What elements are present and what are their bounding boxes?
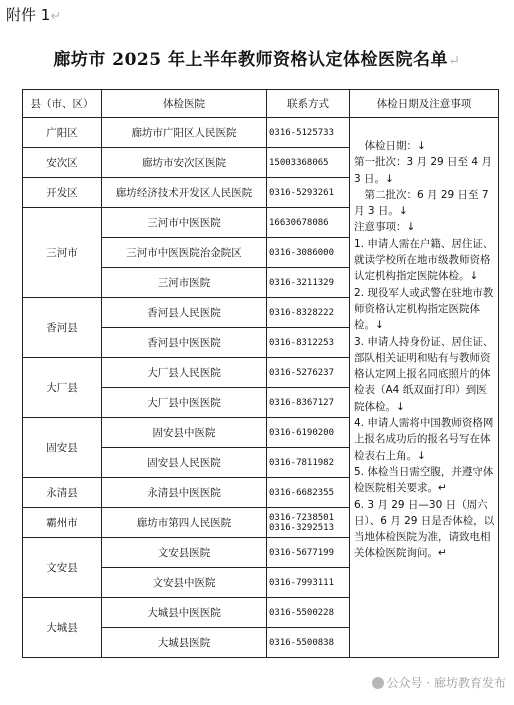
phone-number: 0316-7811982 [269, 457, 335, 468]
hospital-name-cell: 固安县中医院 [102, 418, 267, 448]
phone-number: 0316-5677199 [269, 547, 335, 558]
county-cell: 大城县 [23, 598, 102, 658]
table-row [23, 118, 499, 148]
phone-number: 16630678086 [269, 217, 329, 228]
phone-cell [267, 118, 350, 148]
header-contact: 联系方式 [267, 90, 350, 118]
watermark-text: 公众号 · 廊坊教育发布 [386, 676, 506, 690]
phone-cell [267, 538, 350, 568]
phone-number: 0316-5500838 [269, 637, 335, 648]
hospital-name-cell: 大厂县人民医院 [102, 358, 267, 388]
phone-cell [267, 508, 350, 538]
phone-number: 0316-8367127 [269, 397, 335, 408]
phone-cell [267, 418, 350, 448]
hospital-name-cell: 永清县中医医院 [102, 478, 267, 508]
phone-number: 0316-8328222 [269, 307, 335, 318]
hospital-name-cell: 廊坊市第四人民医院 [102, 508, 267, 538]
phone-cell [267, 568, 350, 598]
phone-cell [267, 328, 350, 358]
attachment-label [6, 4, 61, 25]
county-cell: 大厂县 [23, 358, 102, 418]
phone-cell [267, 268, 350, 298]
hospital-name-cell: 三河市中医医院治金院区 [102, 238, 267, 268]
county-cell: 永清县 [23, 478, 102, 508]
phone-cell [267, 178, 350, 208]
county-cell: 广阳区 [23, 118, 102, 148]
note-line: 体检日期：↓ [354, 140, 426, 152]
note-line: 1. 申请人需在户籍、居住证、就读学校所在地市级教师资格认定机构指定医院体检。↓ [354, 237, 494, 283]
county-cell: 开发区 [23, 178, 102, 208]
phone-cell [267, 148, 350, 178]
county-cell: 香河县 [23, 298, 102, 358]
note-line: 第二批次：6 月 29 日至 7 月 3 日。↓ [354, 188, 489, 218]
phone-number: 0316-6190200 [269, 427, 335, 438]
county-cell: 三河市 [23, 208, 102, 298]
hospital-name-cell: 大厂县中医医院 [102, 388, 267, 418]
hospital-name-cell: 大城县医院 [102, 628, 267, 658]
watermark [372, 674, 506, 691]
phone-number: 0316-5500228 [269, 607, 335, 618]
phone-number: 0316-5276237 [269, 367, 335, 378]
paragraph-mark: ↵ [50, 9, 61, 24]
note-line: 5. 体检当日需空腹，并遵守体检医院相关要求。↵ [354, 465, 494, 495]
hospital-name-cell: 香河县人民医院 [102, 298, 267, 328]
hospital-name-cell: 廊坊市广阳区人民医院 [102, 118, 267, 148]
phone-cell [267, 448, 350, 478]
header-county: 县（市、区） [23, 90, 102, 118]
hospital-name-cell: 文安县医院 [102, 538, 267, 568]
note-line: 4. 申请人需将中国教师资格网上报名成功后的报名号写在体检表右上角。↓ [354, 417, 494, 462]
county-cell: 霸州市 [23, 508, 102, 538]
phone-cell [267, 388, 350, 418]
county-cell: 安次区 [23, 148, 102, 178]
header-date-notes: 体检日期及注意事项 [350, 90, 499, 118]
hospital-name-cell: 廊坊市安次区医院 [102, 148, 267, 178]
phone-cell [267, 208, 350, 238]
phone-number: 0316-7238501 [269, 512, 335, 523]
attachment-text: 附件 1 [6, 6, 51, 24]
phone-cell [267, 298, 350, 328]
note-line: 6. 3 月 29 日—30 日（周六日）、6 月 29 日是否体检，以当地体检医院为准，请致电相关体检医院询问。↵ [354, 498, 495, 560]
table-header-row [23, 90, 499, 118]
phone-number: 0316-5293261 [269, 187, 335, 198]
phone-number: 0316-7993111 [269, 577, 335, 588]
phone-number: 15003368065 [269, 157, 329, 168]
phone-number: 0316-6682355 [269, 487, 335, 498]
hospital-name-cell: 廊坊经济技术开发区人民医院 [102, 178, 267, 208]
paragraph-mark: ↵ [448, 53, 461, 69]
phone-number: 0316-3211329 [269, 277, 335, 288]
phone-cell [267, 478, 350, 508]
hospital-table [22, 89, 499, 658]
note-line: 2. 现役军人或武警在驻地市教师资格认定机构指定医院体检。↓ [354, 286, 494, 332]
county-cell: 固安县 [23, 418, 102, 478]
header-hospital: 体检医院 [102, 90, 267, 118]
phone-cell [267, 628, 350, 658]
hospital-name-cell: 香河县中医医院 [102, 328, 267, 358]
hospital-name-cell: 文安县中医院 [102, 568, 267, 598]
note-line: 第一批次：3 月 29 日至 4 月 3 日。↓ [354, 156, 492, 185]
phone-cell [267, 598, 350, 628]
phone-number: 0316-3086000 [269, 247, 335, 258]
wechat-icon [372, 677, 384, 689]
phone-number: 0316-5125733 [269, 127, 335, 138]
note-line: 3. 申请人持身份证、居住证、部队相关证明和贴有与教师资格认定网上报名同底照片的体检表（A4 纸双面打印）到医院体检。↓ [354, 335, 494, 413]
document-title-text: 廊坊市 2025 年上半年教师资格认定体检医院名单 [53, 50, 449, 70]
phone-number: 0316-3292513 [269, 522, 335, 533]
hospital-name-cell: 三河市医院 [102, 268, 267, 298]
phone-number: 0316-8312253 [269, 337, 335, 348]
table-body [23, 118, 499, 658]
date-notes-cell [350, 118, 499, 658]
note-line: 注意事项：↓ [354, 221, 416, 234]
hospital-name-cell: 三河市中医医院 [102, 208, 267, 238]
county-cell: 文安县 [23, 538, 102, 598]
hospital-name-cell: 大城县中医医院 [102, 598, 267, 628]
document-title [0, 45, 514, 70]
phone-cell [267, 358, 350, 388]
hospital-name-cell: 固安县人民医院 [102, 448, 267, 478]
phone-cell [267, 238, 350, 268]
